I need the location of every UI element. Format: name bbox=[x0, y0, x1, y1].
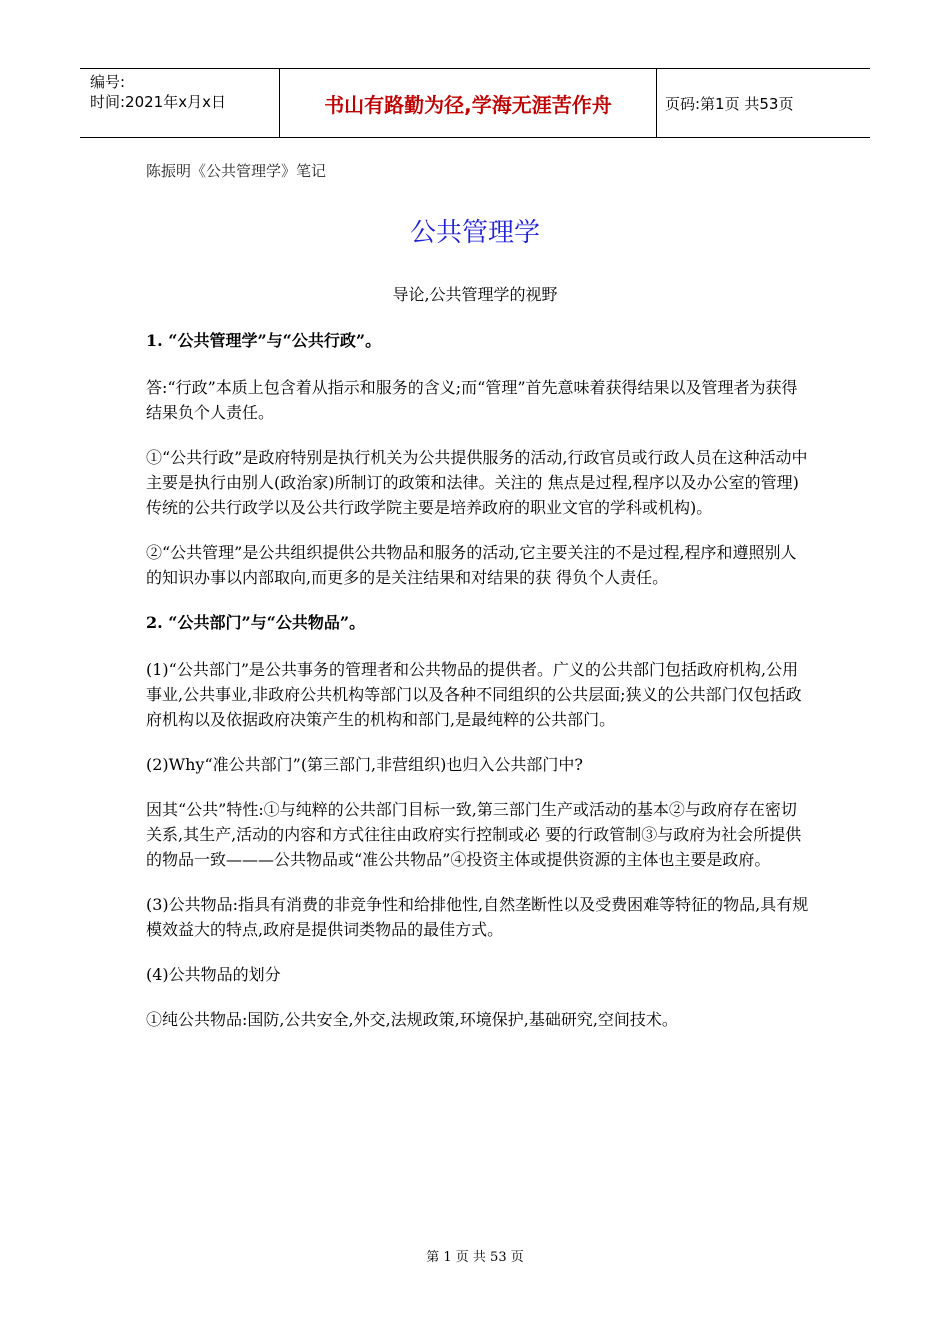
source-note: 陈振明《公共管理学》笔记 bbox=[146, 162, 327, 180]
paragraph: 答:“行政”本质上包含着从指示和服务的含义;而“管理”首先意味着获得结果以及管理者为获得结果负个人责任。 bbox=[146, 378, 798, 422]
header-meta bbox=[80, 69, 280, 137]
time-label: 时间:2021年x月x日 bbox=[90, 93, 226, 111]
document-header bbox=[80, 68, 870, 138]
page-subtitle: 导论,公共管理学的视野 bbox=[392, 285, 558, 304]
document-body bbox=[146, 328, 811, 1052]
paragraph: (3)公共物品:指具有消费的非竞争性和给排他性,自然垄断性以及受费困难等特征的物品,具有规模效益大的特点,政府是提供词类物品的最佳方式。 bbox=[146, 895, 809, 939]
paragraph: (1)“公共部门”是公共事务的管理者和公共物品的提供者。广义的公共部门包括政府机构,公用事业,公共事业,非政府公共机构等部门以及各种不同组织的公共层面;狭义的公共部门仅包括政府机构以及依据政府决策产生的机构和部门,是最纯粹的公共部门。 bbox=[146, 660, 802, 729]
paragraph: (4)公共物品的划分 bbox=[146, 965, 281, 984]
page-footer: 第 1 页 共 53 页 bbox=[426, 1250, 524, 1265]
header-page-info: 页码:第1页 共53页 bbox=[665, 94, 794, 113]
paragraph: ①“公共行政”是政府特别是执行机关为公共提供服务的活动,行政官员或行政人员在这种活动中主要是执行由别人(政治家)所制订的政策和法律。关注的 焦点是过程,程序以及办公室的管理)传统的公共行政学以及公共行政学院主要是培养政府的职业文官的学科或机构)。 bbox=[146, 448, 808, 517]
paragraph: (2)Why“准公共部门”(第三部门,非营组织)也归入公共部门中? bbox=[146, 755, 583, 774]
section-heading: 2. “公共部门”与“公共物品”。 bbox=[146, 613, 366, 632]
number-label: 编号: bbox=[90, 73, 126, 91]
paragraph: ②“公共管理”是公共组织提供公共物品和服务的活动,它主要关注的不是过程,程序和遵照别人的知识办事以内部取向,而更多的是关注结果和对结果的获 得负个人责任。 bbox=[146, 543, 797, 587]
section-heading: 1. “公共管理学”与“公共行政”。 bbox=[146, 331, 382, 350]
page-title: 公共管理学 bbox=[409, 218, 540, 248]
header-motto: 书山有路勤为径,学海无涯苦作舟 bbox=[280, 69, 657, 137]
paragraph: ①纯公共物品:国防,公共安全,外交,法规政策,环境保护,基础研究,空间技术。 bbox=[146, 1010, 678, 1029]
paragraph: 因其“公共”特性:①与纯粹的公共部门目标一致,第三部门生产或活动的基本②与政府存在密切关系,其生产,活动的内容和方式往往由政府实行控制或必 要的行政管制③与政府为社会所提供的物品一致———公共物品或“准公共物品”④投资主体或提供资源的主体也主要是政府。 bbox=[146, 800, 802, 869]
